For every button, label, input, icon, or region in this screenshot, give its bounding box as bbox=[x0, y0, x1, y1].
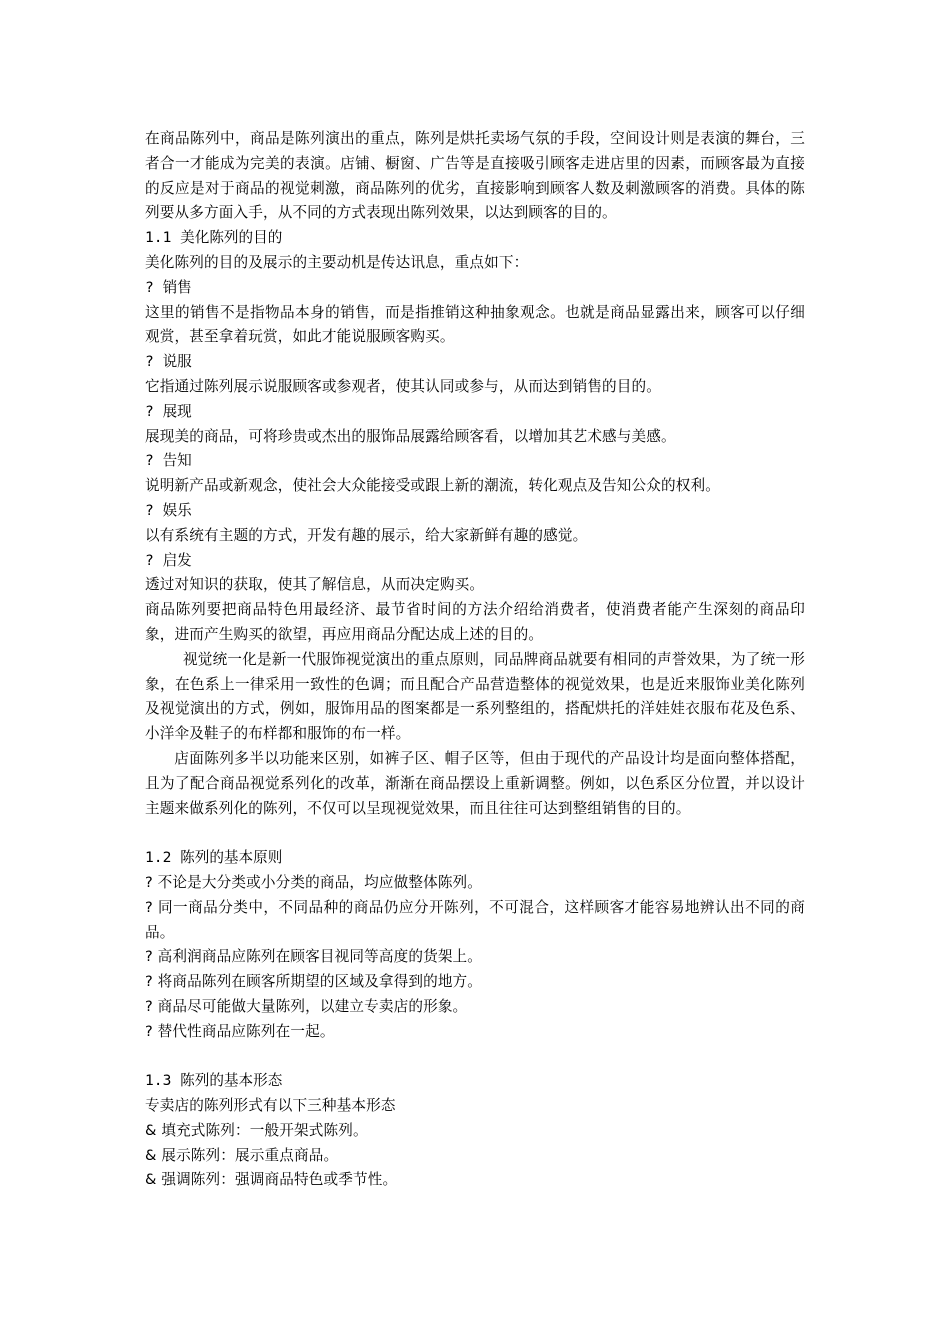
principle-item: ? 同一商品分类中，不同品种的商品仍应分开陈列，不可混合，这样顾客才能容易地辨认出不同的商品。 bbox=[145, 898, 805, 941]
section-heading-1-3: 1.3 陈列的基本形态 bbox=[145, 1072, 283, 1090]
section-1-1-summary: 商品陈列要把商品特色用最经济、最节省时间的方法介绍给消费者，使消费者能产生深刻的商品印象，进而产生购买的欲望，再应用商品分配达成上述的目的。 bbox=[145, 601, 805, 643]
store-display-paragraph: 店面陈列多半以功能来区别，如裤子区、帽子区等，但由于现代的产品设计均是面向整体搭配，且为了配合商品视觉系列化的改革，渐渐在商品摆设上重新调整。例如，以色系区分位置，并以设计主题来做系列化的陈列，不仅可以呈现视觉效果，而且往往可达到整组销售的目的。 bbox=[145, 749, 805, 817]
form-item: & 填充式陈列：一般开架式陈列。 bbox=[145, 1121, 368, 1139]
principle-item: ? 替代性商品应陈列在一起。 bbox=[145, 1022, 335, 1040]
item-title-inspire: ? 启发 bbox=[145, 551, 192, 569]
blank-line bbox=[145, 1044, 805, 1069]
principle-item: ? 高利润商品应陈列在顾客目视同等高度的货架上。 bbox=[145, 948, 483, 966]
intro-paragraph: 在商品陈列中，商品是陈列演出的重点，陈列是烘托卖场气氛的手段，空间设计则是表演的舞台，三者合一才能成为完美的表演。店铺、橱窗、广告等是直接吸引顾客走进店里的因素，而顾客最为直接的反应是对于商品的视觉刺激，商品陈列的优劣，直接影响到顾客人数及刺激顾客的消费。具体的陈列要从多方面入手，从不同的方式表现出陈列效果，以达到顾客的目的。 bbox=[145, 130, 805, 222]
principle-item: ? 不论是大分类或小分类的商品，均应做整体陈列。 bbox=[145, 873, 483, 891]
item-body-inform: 说明新产品或新观念，使社会大众能接受或跟上新的潮流，转化观点及告知公众的权利。 bbox=[145, 477, 721, 495]
item-title-inform: ? 告知 bbox=[145, 452, 192, 470]
section-heading-1-1: 1.1 美化陈列的目的 bbox=[145, 229, 283, 247]
form-item: & 强调陈列：强调商品特色或季节性。 bbox=[145, 1171, 398, 1189]
section-1-3-lead: 专卖店的陈列形式有以下三种基本形态 bbox=[145, 1097, 396, 1115]
item-title-entertain: ? 娱乐 bbox=[145, 501, 192, 519]
principle-item: ? 将商品陈列在顾客所期望的区域及拿得到的地方。 bbox=[145, 973, 483, 991]
item-body-sales: 这里的销售不是指物品本身的销售，而是指推销这种抽象观念。也就是商品显露出来，顾客可以仔细观赏，甚至拿着玩赏，如此才能说服顾客购买。 bbox=[145, 303, 805, 346]
item-body-entertain: 以有系统有主题的方式，开发有趣的展示，给大家新鲜有趣的感觉。 bbox=[145, 526, 588, 544]
visual-unification-paragraph: 视觉统一化是新一代服饰视觉演出的重点原则，同品牌商品就要有相同的声誉效果，为了统一形象，在色系上一律采用一致性的色调；而且配合产品营造整体的视觉效果，也是近来服饰业美化陈列及视觉演出的方式，例如，服饰用品的图案都是一系列整组的，搭配烘托的洋娃娃衣服布花及色系、小洋伞及鞋子的布样都和服饰的布一样。 bbox=[145, 650, 805, 743]
item-title-persuade: ? 说服 bbox=[145, 353, 192, 371]
form-item: & 展示陈列：展示重点商品。 bbox=[145, 1146, 339, 1164]
section-heading-1-2: 1.2 陈列的基本原则 bbox=[145, 849, 283, 867]
document-body bbox=[145, 127, 805, 1193]
item-title-present: ? 展现 bbox=[145, 402, 192, 420]
item-title-sales: ? 销售 bbox=[145, 278, 192, 296]
blank-line bbox=[145, 821, 805, 846]
section-1-1-lead: 美化陈列的目的及展示的主要动机是传达讯息，重点如下： bbox=[145, 253, 529, 271]
principle-item: ? 商品尽可能做大量陈列，以建立专卖店的形象。 bbox=[145, 997, 468, 1015]
item-body-present: 展现美的商品，可将珍贵或杰出的服饰品展露给顾客看，以增加其艺术感与美感。 bbox=[145, 427, 676, 445]
item-body-persuade: 它指通过陈列展示说服顾客或参观者，使其认同或参与，从而达到销售的目的。 bbox=[145, 377, 662, 395]
item-body-inspire: 透过对知识的获取，使其了解信息，从而决定购买。 bbox=[145, 576, 485, 594]
